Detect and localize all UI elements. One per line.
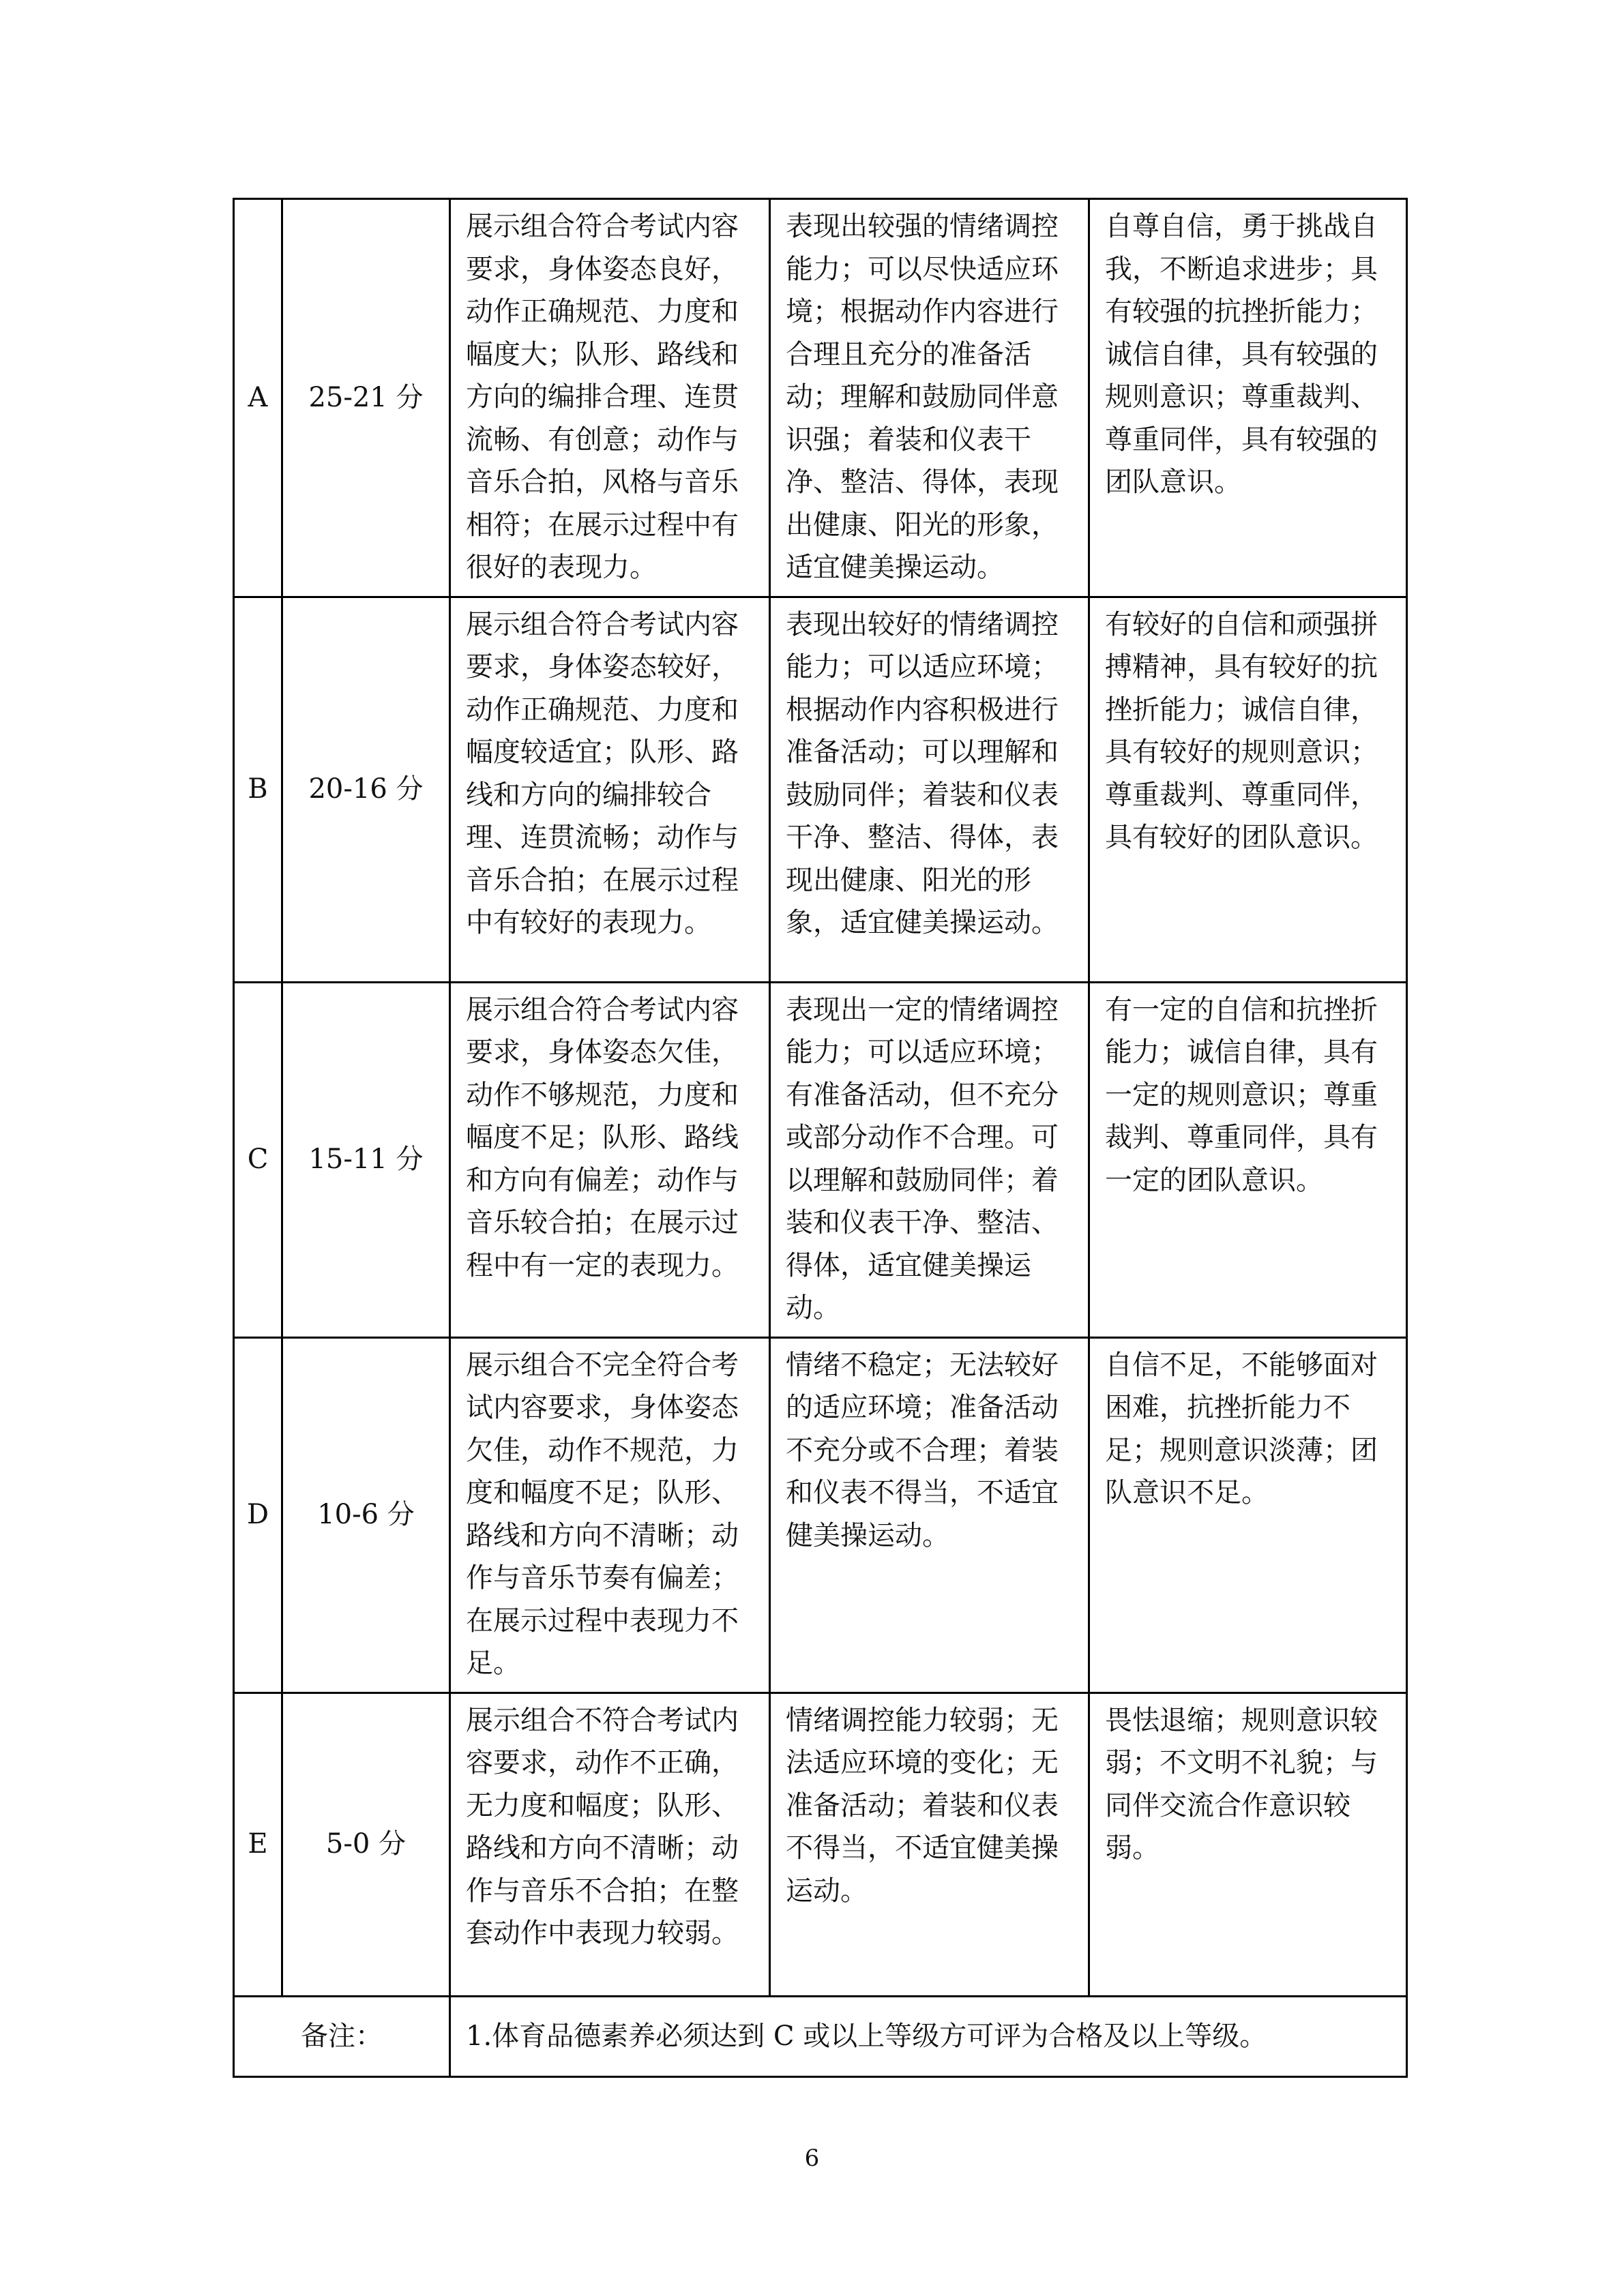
score-range-cell: 5-0 分 bbox=[282, 1693, 450, 1996]
table-row bbox=[234, 982, 1407, 1337]
emotion-criteria-cell: 表现出较好的情绪调控能力；可以适应环境；根据动作内容积极进行准备活动；可以理解和鼓励同伴；着装和仪表干净、整洁、得体，表现出健康、阳光的形象，适宜健美操运动。 bbox=[770, 597, 1089, 982]
emotion-criteria-cell: 表现出较强的情绪调控能力；可以尽快适应环境；根据动作内容进行合理且充分的准备活动；理解和鼓励同伴意识强；着装和仪表干净、整洁、得体，表现出健康、阳光的形象，适宜健美操运动。 bbox=[770, 199, 1089, 597]
skill-criteria-cell: 展示组合不符合考试内容要求，动作不正确，无力度和幅度；队形、路线和方向不清晰；动作与音乐不合拍；在整套动作中表现力较弱。 bbox=[450, 1693, 770, 1996]
grade-cell: C bbox=[234, 982, 282, 1337]
table-row bbox=[234, 199, 1407, 597]
score-range-cell: 15-11 分 bbox=[282, 982, 450, 1337]
character-criteria-cell: 自尊自信，勇于挑战自我，不断追求进步；具有较强的抗挫折能力；诚信自律，具有较强的规则意识；尊重裁判、尊重同伴，具有较强的团队意识。 bbox=[1089, 199, 1407, 597]
table-row bbox=[234, 1337, 1407, 1693]
table-row bbox=[234, 597, 1407, 982]
emotion-criteria-cell: 情绪不稳定；无法较好的适应环境；准备活动不充分或不合理；着装和仪表不得当，不适宜健美操运动。 bbox=[770, 1337, 1089, 1693]
character-criteria-cell: 有一定的自信和抗挫折能力；诚信自律，具有一定的规则意识；尊重裁判、尊重同伴，具有一定的团队意识。 bbox=[1089, 982, 1407, 1337]
skill-criteria-cell: 展示组合不完全符合考试内容要求，身体姿态欠佳，动作不规范，力度和幅度不足；队形、路线和方向不清晰；动作与音乐节奏有偏差；在展示过程中表现力不足。 bbox=[450, 1337, 770, 1693]
score-range-cell: 10-6 分 bbox=[282, 1337, 450, 1693]
remark-text: 1.体育品德素养必须达到 C 或以上等级方可评为合格及以上等级。 bbox=[450, 1996, 1407, 2076]
grade-cell: B bbox=[234, 597, 282, 982]
remark-label: 备注： bbox=[234, 1996, 450, 2076]
table-row bbox=[234, 1693, 1407, 1996]
score-range-cell: 20-16 分 bbox=[282, 597, 450, 982]
character-criteria-cell: 有较好的自信和顽强拼搏精神，具有较好的抗挫折能力；诚信自律，具有较好的规则意识；尊重裁判、尊重同伴，具有较好的团队意识。 bbox=[1089, 597, 1407, 982]
grade-cell: D bbox=[234, 1337, 282, 1693]
skill-criteria-cell: 展示组合符合考试内容要求，身体姿态欠佳，动作不够规范，力度和幅度不足；队形、路线和方向有偏差；动作与音乐较合拍；在展示过程中有一定的表现力。 bbox=[450, 982, 770, 1337]
grade-cell: A bbox=[234, 199, 282, 597]
character-criteria-cell: 畏怯退缩；规则意识较弱；不文明不礼貌；与同伴交流合作意识较弱。 bbox=[1089, 1693, 1407, 1996]
grade-cell: E bbox=[234, 1693, 282, 1996]
emotion-criteria-cell: 表现出一定的情绪调控能力；可以适应环境；有准备活动，但不充分或部分动作不合理。可以理解和鼓励同伴；着装和仪表干净、整洁、得体，适宜健美操运动。 bbox=[770, 982, 1089, 1337]
scoring-rubric-table bbox=[233, 198, 1408, 2078]
emotion-criteria-cell: 情绪调控能力较弱；无法适应环境的变化；无准备活动；着装和仪表不得当，不适宜健美操运动。 bbox=[770, 1693, 1089, 1996]
page-number: 6 bbox=[804, 2145, 820, 2172]
skill-criteria-cell: 展示组合符合考试内容要求，身体姿态良好，动作正确规范、力度和幅度大；队形、路线和方向的编排合理、连贯流畅、有创意；动作与音乐合拍，风格与音乐相符；在展示过程中有很好的表现力。 bbox=[450, 199, 770, 597]
remark-row bbox=[234, 1996, 1407, 2076]
score-range-cell: 25-21 分 bbox=[282, 199, 450, 597]
character-criteria-cell: 自信不足，不能够面对困难，抗挫折能力不足；规则意识淡薄；团队意识不足。 bbox=[1089, 1337, 1407, 1693]
skill-criteria-cell: 展示组合符合考试内容要求，身体姿态较好，动作正确规范、力度和幅度较适宜；队形、路线和方向的编排较合理、连贯流畅；动作与音乐合拍；在展示过程中有较好的表现力。 bbox=[450, 597, 770, 982]
